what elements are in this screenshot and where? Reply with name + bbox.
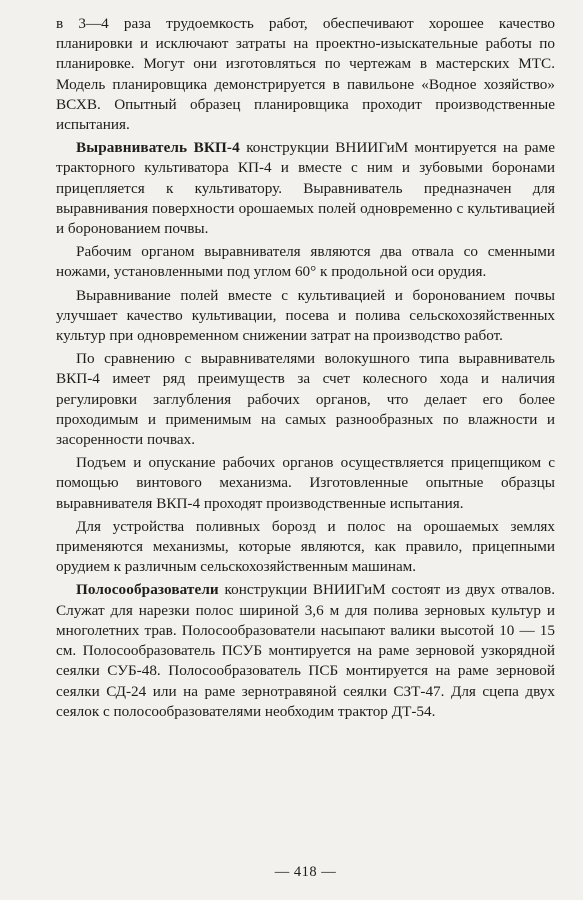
paragraph-working-organ [56,242,555,282]
paragraph-text: конструкции ВНИИГиМ состоят из двух отвалов. Служат для нарезки полос шириной 3,6 м для полива зерновых культур и многолетних трав. Полосообразователи насыпают валики высотой 10 — 15 см. Полосообразователь ПСУБ монтируется на раме зерновой узкорядной сеялки СУБ-48. Полосообразователь ПСБ монтируется на раме зерновой сеялки СД-24 или на раме зернотравяной сеялки СЗТ-47. Для сцепа двух сеялок с полосообразователями необходим трактор ДТ-54. [56,581,555,720]
paragraph-text: в 3—4 раза трудоемкость работ, обеспечивают хорошее качество планировки и исключают затраты на проектно-изыскательные работы по планировке. Могут они изготовляться по чертежам в мастерских МТС. Модель планировщика демонстрируется в павильоне «Водное хозяйство» ВСХВ. Опытный образец планировщика проходит производственные испытания. [56,15,555,134]
paragraph-planner-conclusion [56,14,555,135]
paragraph-advantages [56,349,555,450]
paragraph-text: Выравнивание полей вместе с культивацией и боронованием почвы улучшает качество культивации, посева и полива сельскохозяйственных культур при одновременном снижении затрат на производство работ. [56,286,555,345]
body-text [56,14,555,722]
paragraph-text: Подъем и опускание рабочих органов осуществляется прицепщиком с помощью винтового механизма. Изготовленные опытные образцы выравнивателя ВКП-4 проходят производственные испытания. [56,454,555,512]
paragraph-furrows [56,517,555,578]
paragraph-strip-formers [56,580,555,721]
paragraph-leveling-benefits [56,286,555,347]
paragraph-lead: Полосообразователи [76,581,219,599]
paragraph-vkp4-intro [56,138,555,239]
paragraph-text: По сравнению с выравнивателями волокушного типа выравниватель ВКП-4 имеет ряд преимуществ за счет колесного хода и наличия регулировки заглубления рабочих органов, что делает его более проходимым и применимым на самых разнообразных по влажности и засоренности почвах. [56,350,555,449]
paragraph-text: Рабочим органом выравнивателя являются два отвала со сменными ножами, установленными под углом 60° к продольной оси орудия. [56,243,555,281]
page-number: — 418 — [274,864,337,880]
paragraph-text: Для устройства поливных борозд и полос на орошаемых землях применяются механизмы, которые являются, как правило, прицепными орудием к различным сельскохозяйственным машинам. [56,517,555,576]
paragraph-text: конструкции ВНИИГиМ монтируется на раме тракторного культиватора КП-4 и вместе с ним и зубовыми боронами прицепляется к культиватору. Выравниватель предназначен для выравнивания поверхности орошаемых полей одновременно с культивацией и боронованием почвы. [56,139,555,238]
paragraph-lead: Выравниватель ВКП-4 [76,139,240,157]
paragraph-lifting [56,453,555,514]
